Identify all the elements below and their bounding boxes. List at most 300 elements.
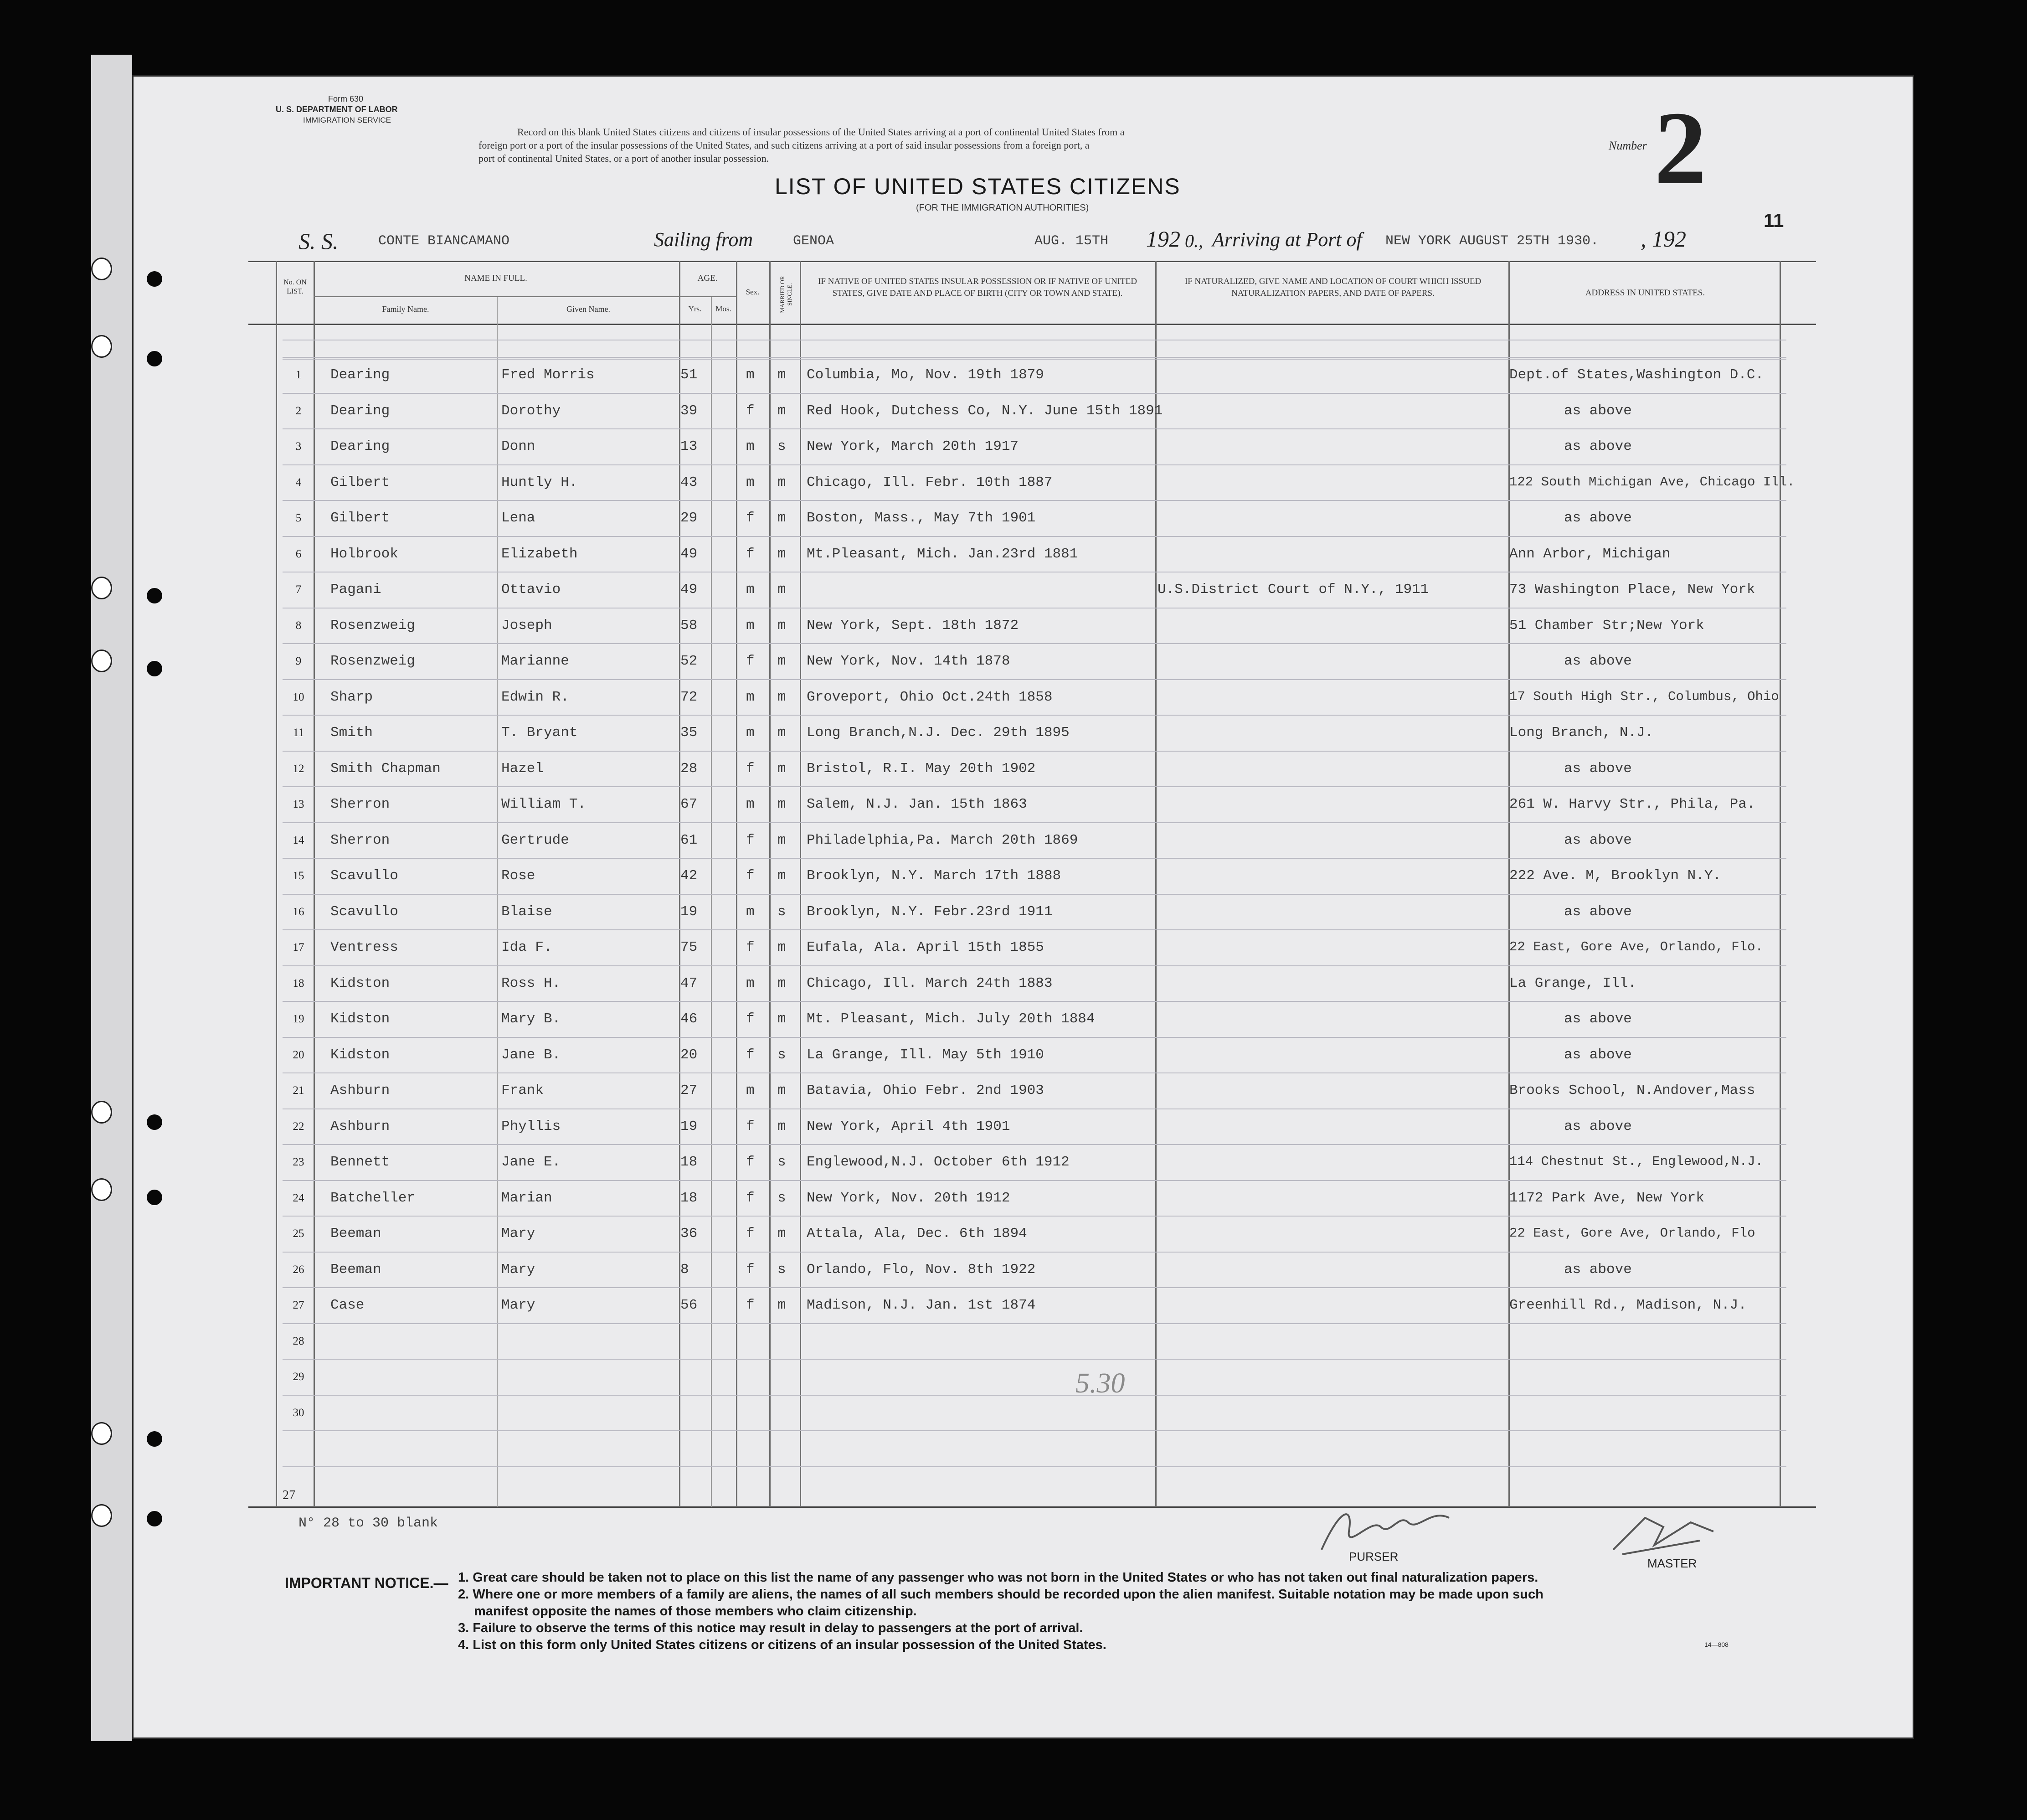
given-name: Blaise	[501, 903, 552, 920]
marital-status: m	[777, 832, 786, 848]
birth-place-date: Mt. Pleasant, Mich. July 20th 1884	[807, 1011, 1095, 1027]
given-name: Marianne	[501, 653, 569, 669]
sex: f	[746, 1154, 755, 1170]
row-rule	[283, 965, 1786, 966]
sex: f	[746, 1011, 755, 1027]
family-name: Holbrook	[330, 546, 398, 562]
family-name: Case	[330, 1297, 365, 1313]
family-name: Beeman	[330, 1226, 381, 1242]
age-years: 72	[680, 689, 698, 705]
age-years: 19	[680, 903, 698, 920]
instructions	[478, 125, 1540, 165]
sex: m	[746, 725, 755, 741]
binder-hole	[91, 1178, 112, 1201]
col-header-age: AGE.	[697, 273, 718, 283]
row-rule	[283, 1323, 1786, 1324]
birth-place-date: New York, Nov. 20th 1912	[807, 1190, 1010, 1206]
punch-hole	[147, 271, 162, 287]
birth-place-date: Bristol, R.I. May 20th 1902	[807, 760, 1036, 777]
row-number: 25	[293, 1227, 304, 1240]
row-rule	[283, 1001, 1786, 1002]
given-name: Marian	[501, 1190, 552, 1206]
birth-place-date: Salem, N.J. Jan. 15th 1863	[807, 796, 1027, 812]
page-subtitle: (FOR THE IMMIGRATION AUTHORITIES)	[916, 203, 1089, 213]
header-bottom-rule	[248, 324, 1816, 325]
row-number: 24	[293, 1191, 304, 1204]
age-years: 58	[680, 617, 698, 634]
blank-note: N° 28 to 30 blank	[298, 1516, 438, 1531]
given-name: Ida F.	[501, 939, 552, 955]
age-years: 13	[680, 438, 698, 454]
marital-status: m	[777, 725, 786, 741]
row-number: 14	[293, 834, 304, 846]
row-number: 10	[293, 691, 304, 703]
table-bottom-rule	[248, 1506, 1816, 1508]
address: as above	[1564, 438, 1632, 454]
col-header-mos: Mos.	[715, 304, 731, 313]
row-rule	[283, 1430, 1786, 1431]
age-years: 36	[680, 1226, 698, 1242]
family-name: Kidston	[330, 975, 390, 991]
sex: m	[746, 582, 755, 598]
row-number: 13	[293, 798, 304, 810]
row-number: 12	[293, 762, 304, 775]
sex: m	[746, 796, 755, 812]
sex: f	[746, 1297, 755, 1313]
punch-hole	[147, 1114, 162, 1130]
marital-status: m	[777, 975, 786, 991]
family-name: Scavullo	[330, 903, 398, 920]
arrival-port-date: NEW YORK AUGUST 25TH 1930.	[1385, 233, 1599, 249]
family-name: Batcheller	[330, 1190, 416, 1206]
column-rule	[736, 261, 737, 1507]
age-years: 61	[680, 832, 698, 848]
age-years: 27	[680, 1083, 698, 1098]
family-name: Sherron	[330, 796, 390, 812]
address: as above	[1564, 1047, 1632, 1063]
age-years: 75	[680, 939, 698, 955]
row-number: 4	[295, 476, 302, 489]
marital-status: m	[777, 402, 786, 419]
page-edge	[91, 55, 132, 1741]
row-rule	[283, 679, 1786, 680]
family-name: Dearing	[330, 402, 390, 419]
address: 17 South High Str., Columbus, Ohio	[1509, 689, 1779, 704]
age-years: 49	[680, 546, 698, 562]
address: 114 Chestnut St., Englewood,N.J.	[1509, 1154, 1763, 1169]
birth-place-date: Brooklyn, N.Y. March 17th 1888	[807, 868, 1061, 884]
row-number: 21	[293, 1084, 304, 1097]
address: 222 Ave. M, Brooklyn N.Y.	[1509, 868, 1722, 884]
row-number: 16	[293, 905, 304, 918]
marital-status: s	[777, 438, 786, 454]
marital-status: m	[777, 939, 786, 955]
family-name: Pagani	[330, 582, 381, 598]
age-years: 51	[680, 367, 698, 383]
col-header-address: ADDRESS IN UNITED STATES.	[1585, 288, 1705, 298]
marital-status: m	[777, 546, 786, 562]
birth-place-date: Eufala, Ala. April 15th 1855	[807, 939, 1044, 955]
row-rule	[283, 1252, 1786, 1253]
year-suffix: 0.,	[1185, 231, 1203, 251]
family-name: Ashburn	[330, 1083, 390, 1098]
column-rule	[1780, 261, 1781, 1507]
punch-hole	[147, 1431, 162, 1447]
binder-hole	[91, 1504, 112, 1527]
sex: f	[746, 868, 755, 884]
handwritten-note: 5.30	[1075, 1368, 1125, 1399]
row-rule	[283, 786, 1786, 787]
birth-place-date: Long Branch,N.J. Dec. 29th 1895	[807, 725, 1070, 741]
marital-status: m	[777, 1297, 786, 1313]
given-name: Ottavio	[501, 582, 561, 598]
marital-status: s	[777, 1154, 786, 1170]
family-name: Dearing	[330, 367, 390, 383]
address: as above	[1564, 402, 1632, 419]
age-years: 29	[680, 510, 698, 526]
marital-status: m	[777, 1118, 786, 1134]
punch-hole	[147, 351, 162, 366]
row-number: 3	[295, 440, 302, 453]
purser-label: PURSER	[1349, 1550, 1399, 1563]
row-rule	[283, 1395, 1786, 1396]
address: as above	[1564, 653, 1632, 669]
sex: f	[746, 832, 755, 848]
row-number: 2	[295, 404, 302, 417]
row-rule	[283, 464, 1786, 465]
address: 22 East, Gore Ave, Orlando, Flo	[1509, 1226, 1755, 1241]
row-rule	[283, 894, 1786, 895]
marital-status: m	[777, 617, 786, 634]
row-number: 22	[293, 1120, 304, 1133]
notice-item: 4. List on this form only United States citizens or citizens of an insular possession of the United States.	[458, 1638, 1106, 1652]
column-rule	[1155, 261, 1157, 1507]
marital-status: m	[777, 582, 786, 598]
row-number: 26	[293, 1263, 304, 1276]
given-name: Jane B.	[501, 1047, 561, 1063]
row-rule	[283, 1287, 1786, 1288]
family-name: Ashburn	[330, 1118, 390, 1134]
birth-place-date: Brooklyn, N.Y. Febr.23rd 1911	[807, 903, 1053, 920]
total-count: 27	[283, 1488, 295, 1502]
marital-status: m	[777, 1083, 786, 1098]
sailing-port: GENOA	[793, 233, 834, 249]
age-years: 52	[680, 653, 698, 669]
col-header-name: NAME IN FULL.	[464, 273, 527, 283]
family-name: Gilbert	[330, 510, 390, 526]
sex: m	[746, 474, 755, 490]
age-years: 46	[680, 1011, 698, 1027]
col-header-birth: IF NATIVE OF UNITED STATES INSULAR POSSESSION OR IF NATIVE OF UNITED STATES, GIVE DATE AND PLACE OF BIRTH (CITY OR TOWN AND STATE).	[818, 277, 1137, 298]
sex: f	[746, 653, 755, 669]
given-name: William T.	[501, 796, 586, 812]
family-name: Rosenzweig	[330, 617, 416, 634]
age-years: 43	[680, 474, 698, 490]
row-rule	[283, 715, 1786, 716]
address: Brooks School, N.Andover,Mass	[1509, 1083, 1755, 1098]
given-name: Donn	[501, 438, 535, 454]
row-number: 15	[293, 870, 304, 882]
birth-place-date: Red Hook, Dutchess Co, N.Y. June 15th 1891	[807, 402, 1163, 419]
address: Long Branch, N.J.	[1509, 725, 1654, 741]
name-header-rule	[314, 296, 736, 297]
age-years: 56	[680, 1297, 698, 1313]
sex: f	[746, 939, 755, 955]
age-years: 19	[680, 1118, 698, 1134]
notice-item: manifest opposite the names of those members who claim citizenship.	[474, 1604, 917, 1619]
row-rule	[283, 393, 1786, 394]
marital-status: m	[777, 689, 786, 705]
birth-place-date: Chicago, Ill. March 24th 1883	[807, 975, 1053, 991]
address: as above	[1564, 1011, 1632, 1027]
given-name: Lena	[501, 510, 535, 526]
sex: m	[746, 438, 755, 454]
family-name: Scavullo	[330, 868, 398, 884]
family-name: Dearing	[330, 438, 390, 454]
ss-label: S. S.	[298, 228, 339, 254]
column-rule	[497, 296, 498, 1507]
punch-hole	[147, 588, 162, 603]
sex: m	[746, 617, 755, 634]
binder-hole	[91, 577, 112, 599]
page-title: LIST OF UNITED STATES CITIZENS	[775, 174, 1181, 199]
birth-place-date: Mt.Pleasant, Mich. Jan.23rd 1881	[807, 546, 1078, 562]
birth-place-date: Philadelphia,Pa. March 20th 1869	[807, 832, 1078, 848]
col-header-naturalized: IF NATURALIZED, GIVE NAME AND LOCATION OF COURT WHICH ISSUED NATURALIZATION PAPERS, AND DATE OF PAPERS.	[1184, 277, 1482, 298]
birth-place-date: Batavia, Ohio Febr. 2nd 1903	[807, 1083, 1044, 1098]
column-rule	[800, 261, 801, 1507]
given-name: Dorothy	[501, 402, 561, 419]
col-header-no: No. ON LIST.	[283, 278, 307, 295]
given-name: Frank	[501, 1083, 544, 1098]
master-signature	[1609, 1509, 1727, 1563]
row-rule	[283, 1037, 1786, 1038]
sailing-date: AUG. 15TH	[1034, 233, 1109, 249]
row-number: 20	[293, 1048, 304, 1061]
age-years: 18	[680, 1190, 698, 1206]
birth-place-date: New York, Sept. 18th 1872	[807, 617, 1019, 634]
family-name: Beeman	[330, 1261, 381, 1278]
sex: f	[746, 1047, 755, 1063]
row-rule	[283, 1108, 1786, 1109]
age-years: 67	[680, 796, 698, 812]
row-rule	[283, 929, 1786, 930]
row-number: 6	[295, 547, 302, 560]
age-years: 35	[680, 725, 698, 741]
address: 1172 Park Ave, New York	[1509, 1190, 1704, 1206]
given-name: Jane E.	[501, 1154, 561, 1170]
birth-place-date: Chicago, Ill. Febr. 10th 1887	[807, 474, 1053, 490]
row-number: 30	[293, 1406, 304, 1419]
sex: f	[746, 1118, 755, 1134]
address: La Grange, Ill.	[1509, 975, 1637, 991]
row-number: 28	[293, 1335, 304, 1347]
row-rule	[283, 1072, 1786, 1073]
family-name: Kidston	[330, 1011, 390, 1027]
birth-place-date: Orlando, Flo, Nov. 8th 1922	[807, 1261, 1036, 1278]
row-number: 7	[295, 583, 302, 596]
family-name: Kidston	[330, 1047, 390, 1063]
birth-place-date: Attala, Ala, Dec. 6th 1894	[807, 1226, 1027, 1242]
arriving-label: Arriving at Port of	[1212, 228, 1362, 251]
given-name: Ross H.	[501, 975, 561, 991]
row-rule	[283, 1144, 1786, 1145]
sex: m	[746, 903, 755, 920]
sex: m	[746, 689, 755, 705]
ship-name: CONTE BIANCAMANO	[378, 233, 510, 249]
punch-hole	[147, 1511, 162, 1526]
col-header-given: Given Name.	[566, 304, 610, 314]
print-code: 14—808	[1704, 1641, 1729, 1648]
family-name: Ventress	[330, 939, 398, 955]
address: as above	[1564, 1118, 1632, 1134]
address: Ann Arbor, Michigan	[1509, 546, 1671, 562]
col-header-family: Family Name.	[382, 304, 429, 314]
marital-status: m	[777, 796, 786, 812]
row-number: 27	[293, 1299, 304, 1311]
address: 261 W. Harvy Str., Phila, Pa.	[1509, 796, 1755, 812]
row-rule	[283, 822, 1786, 823]
column-rule	[1508, 261, 1510, 1507]
address: 51 Chamber Str;New York	[1509, 617, 1704, 634]
birth-place-date: New York, March 20th 1917	[807, 438, 1019, 454]
birth-place-date: New York, Nov. 14th 1878	[807, 653, 1010, 669]
row-rule	[283, 500, 1786, 501]
list-number: 2	[1654, 90, 1707, 206]
row-rule	[283, 751, 1786, 752]
given-name: Fred Morris	[501, 367, 595, 383]
col-header-sex: Sex.	[746, 288, 760, 296]
family-name: Smith	[330, 725, 373, 741]
marital-status: m	[777, 510, 786, 526]
given-name: Phyllis	[501, 1118, 561, 1134]
marital-status: s	[777, 1261, 786, 1278]
marital-status: s	[777, 903, 786, 920]
column-rule	[711, 296, 712, 1507]
age-years: 39	[680, 402, 698, 419]
marital-status: m	[777, 653, 786, 669]
column-rule	[769, 261, 771, 1507]
birth-place-date: Madison, N.J. Jan. 1st 1874	[807, 1297, 1036, 1313]
binder-hole	[91, 1101, 112, 1124]
row-rule	[283, 858, 1786, 859]
sex: m	[746, 1083, 755, 1098]
sex: m	[746, 975, 755, 991]
age-years: 8	[680, 1261, 689, 1278]
naturalization: U.S.District Court of N.Y., 1911	[1158, 582, 1429, 598]
marital-status: m	[777, 367, 786, 383]
sex: f	[746, 1190, 755, 1206]
age-years: 20	[680, 1047, 698, 1063]
age-years: 47	[680, 975, 698, 991]
year-label: 192	[1146, 226, 1180, 252]
given-name: Joseph	[501, 617, 552, 634]
row-number: 11	[293, 727, 304, 739]
address: 122 South Michigan Ave, Chicago Ill.	[1509, 474, 1795, 490]
row-rule	[283, 357, 1786, 358]
sex: f	[746, 760, 755, 777]
given-name: Rose	[501, 868, 535, 884]
given-name: Gertrude	[501, 832, 569, 848]
row-number: 29	[293, 1371, 304, 1383]
given-name: Mary	[501, 1297, 535, 1313]
given-name: Hazel	[501, 760, 544, 777]
marital-status: m	[777, 474, 786, 490]
row-rule	[283, 1466, 1786, 1467]
form-number: Form 630	[328, 94, 364, 103]
given-name: Huntly H.	[501, 474, 578, 490]
given-name: Mary	[501, 1261, 535, 1278]
notice-title: IMPORTANT NOTICE.—	[285, 1575, 448, 1591]
service: IMMIGRATION SERVICE	[303, 116, 391, 124]
sex: f	[746, 1226, 755, 1242]
punch-hole	[147, 1190, 162, 1205]
address: as above	[1564, 903, 1632, 920]
given-name: Mary	[501, 1226, 535, 1242]
address: Greenhill Rd., Madison, N.J.	[1509, 1297, 1747, 1313]
sex: f	[746, 1261, 755, 1278]
row-number: 8	[295, 619, 302, 632]
year-label: , 192	[1641, 226, 1686, 252]
row-number: 18	[293, 977, 304, 990]
row-number: 5	[295, 512, 302, 524]
family-name: Smith Chapman	[330, 760, 441, 777]
family-name: Sherron	[330, 832, 390, 848]
given-name: Elizabeth	[501, 546, 578, 562]
sailing-label: Sailing from	[654, 228, 753, 251]
row-rule	[283, 428, 1786, 429]
col-header-married: MARRIED OR SINGLE.	[779, 276, 793, 313]
page-mark: 11	[1764, 210, 1784, 231]
birth-place-date: Columbia, Mo, Nov. 19th 1879	[807, 367, 1044, 383]
binder-hole	[91, 650, 112, 672]
family-name: Bennett	[330, 1154, 390, 1170]
row-rule	[283, 536, 1786, 537]
given-name: Edwin R.	[501, 689, 569, 705]
age-years: 18	[680, 1154, 698, 1170]
marital-status: s	[777, 1047, 786, 1063]
row-rule	[283, 1180, 1786, 1181]
family-name: Sharp	[330, 689, 373, 705]
sex: m	[746, 367, 755, 383]
marital-status: m	[777, 868, 786, 884]
row-number: 9	[295, 655, 302, 667]
birth-place-date: Boston, Mass., May 7th 1901	[807, 510, 1036, 526]
binder-hole	[91, 335, 112, 358]
family-name: Rosenzweig	[330, 653, 416, 669]
binder-hole	[91, 258, 112, 280]
sex: f	[746, 402, 755, 419]
family-name: Gilbert	[330, 474, 390, 490]
instructions-line: port of continental United States, or a port of another insular possession.	[478, 153, 769, 164]
row-number: 19	[293, 1013, 304, 1025]
marital-status: m	[777, 1011, 786, 1027]
row-number: 1	[295, 369, 302, 381]
marital-status: m	[777, 1226, 786, 1242]
col-header-yrs: Yrs.	[688, 304, 702, 313]
row-number: 17	[293, 941, 304, 954]
given-name: Mary B.	[501, 1011, 561, 1027]
given-name: T. Bryant	[501, 725, 578, 741]
row-rule	[283, 643, 1786, 644]
instructions-line: Record on this blank United States citizens and citizens of insular possessions of the United States arriving at a port of continental United States from a	[517, 126, 1125, 138]
instructions-line: foreign port or a port of the insular possessions of the United States, and such citizens arriving at a port of said insular possessions from a foreign port, a	[478, 139, 1090, 151]
table-top-rule	[248, 261, 1816, 262]
address: as above	[1564, 760, 1632, 777]
binder-hole	[91, 1422, 112, 1445]
master-label: MASTER	[1647, 1557, 1697, 1570]
marital-status: s	[777, 1190, 786, 1206]
